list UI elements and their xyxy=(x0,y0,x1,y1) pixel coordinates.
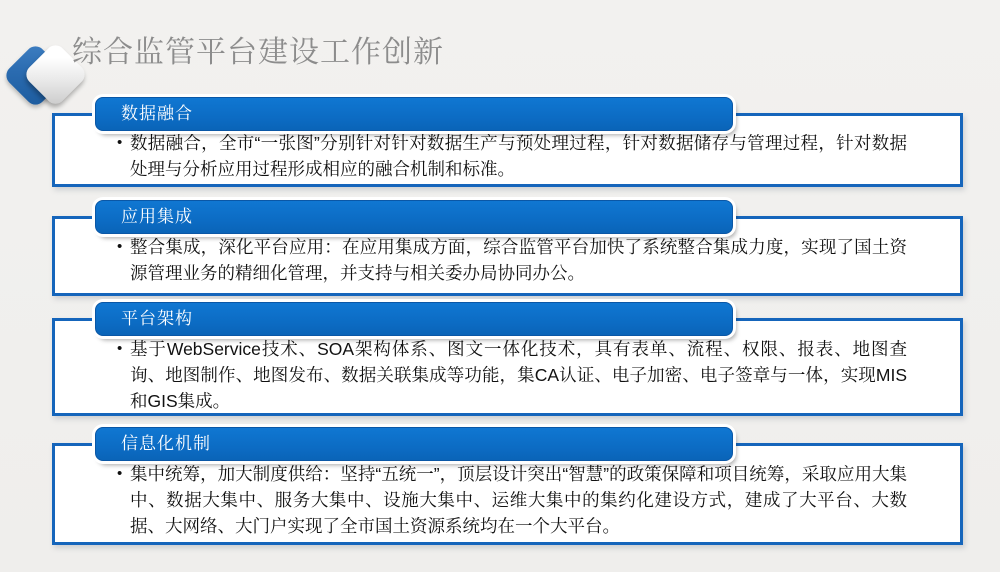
section-body-text: 集中统筹，加大制度供给：坚持“五统一”，顶层设计突出“智慧”的政策保障和项目统筹，采取应用大集中、数据大集中、服务大集中、设施大集中、运维大集中的集约化建设方式，建成了大平台、大数据、大网络、大门户实现了全市国土资源系统均在一个大平台。 xyxy=(130,464,907,536)
section-tab-informatization-mechanism xyxy=(95,427,733,461)
bullet-icon: • xyxy=(117,134,123,151)
section-body-text: 整合集成，深化平台应用：在应用集成方面，综合监管平台加快了系统整合集成力度，实现了国土资源管理业务的精细化管理，并支持与相关委办局协同办公。 xyxy=(130,237,907,283)
section-content xyxy=(52,336,963,414)
section-tab-platform-architecture xyxy=(95,302,733,336)
section-tab-label: 平台架构 xyxy=(121,309,193,328)
section-tab-label: 信息化机制 xyxy=(121,434,211,453)
section-content xyxy=(52,461,963,539)
bullet-icon: • xyxy=(117,238,123,255)
bullet-icon: • xyxy=(117,340,123,357)
section-content xyxy=(52,130,963,182)
section-tab-label: 数据融合 xyxy=(121,104,193,123)
section-content xyxy=(52,234,963,286)
section-body-text: 数据融合，全市“一张图”分别针对针对数据生产与预处理过程，针对数据储存与管理过程，针对数据处理与分析应用过程形成相应的融合机制和标准。 xyxy=(130,133,907,179)
section-tab-data-fusion xyxy=(95,97,733,131)
section-tab-label: 应用集成 xyxy=(121,207,193,226)
section-body-text: 基于WebService技术、SOA架构体系、图文一体化技术，具有表单、流程、权限、报表、地图查询、地图制作、地图发布、数据关联集成等功能，集CA认证、电子加密、电子签章与一体，实现MIS和GIS集成。 xyxy=(130,339,907,411)
page-title: 综合监管平台建设工作创新 xyxy=(72,36,444,69)
bullet-icon: • xyxy=(117,465,123,482)
section-tab-app-integration xyxy=(95,200,733,234)
